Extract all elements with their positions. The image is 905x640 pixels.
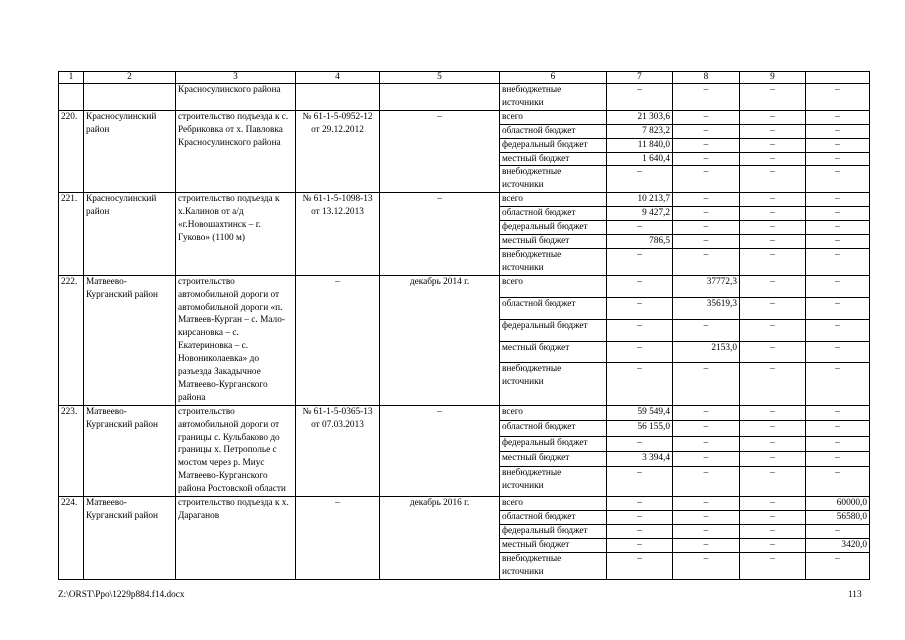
amount-cell: – [673,319,740,341]
amount-cell: – [673,152,740,166]
amount-cell: – [673,524,740,538]
amount-cell: 37772,3 [673,275,740,297]
funding-source: всего [500,110,607,124]
funding-source: внебюджетные источники [500,552,607,579]
funding-source: областной бюджет [500,207,607,221]
funding-source: всего [500,275,607,297]
amount-cell: 10 213,7 [607,193,673,207]
amount-cell: 60000,0 [806,497,870,511]
table-row [59,84,870,111]
amount-cell: – [806,341,870,363]
funding-source: внебюджетные источники [500,84,607,111]
amount-cell: 3420,0 [806,538,870,552]
object-description: строительство подъезда к х. Дараганов [176,497,296,579]
amount-cell: – [607,341,673,363]
column-number-5: 5 [380,72,500,84]
funding-source: внебюджетные источники [500,248,607,275]
amount-cell: – [607,497,673,511]
table-row [59,110,870,124]
amount-cell: – [607,319,673,341]
approval-document: – [296,497,380,579]
funding-source: федеральный бюджет [500,524,607,538]
amount-cell: – [673,436,740,451]
district: Красносулинский район [84,110,176,192]
funding-source: внебюджетные источники [500,363,607,405]
amount-cell: – [806,467,870,497]
amount-cell: – [673,124,740,138]
amount-cell: – [806,193,870,207]
amount-cell: – [740,524,806,538]
object-description: строительство автомобильной дороги от автомобильной дороги «п. Матвеев-Курган – с. Мало-кирсановка – с. Екатериновка – с. Новониколаевка» до разъезда Закадычное Матвеево-Курганского района [176,275,296,405]
completion-date: – [380,110,500,192]
column-number-9: 9 [740,72,806,84]
amount-cell: 3 394,4 [607,451,673,466]
amount-cell: 59 549,4 [607,405,673,420]
amount-cell: – [740,341,806,363]
amount-cell: – [806,152,870,166]
amount-cell: – [740,110,806,124]
amount-cell: – [607,275,673,297]
column-number-4: 4 [296,72,380,84]
amount-cell: – [806,234,870,248]
amount-cell: – [740,248,806,275]
district: Матвеево-Курганский район [84,275,176,405]
funding-source: областной бюджет [500,124,607,138]
amount-cell: – [806,166,870,193]
amount-cell: 1 640,4 [607,152,673,166]
record-number: 220. [59,110,84,192]
amount-cell: – [740,451,806,466]
amount-cell: – [607,511,673,525]
table-row [59,497,870,511]
amount-cell: – [607,84,673,111]
column-number-1: 1 [59,72,84,84]
district [84,84,176,111]
amount-cell: – [806,110,870,124]
funding-source: областной бюджет [500,297,607,319]
amount-cell: 56580,0 [806,511,870,525]
amount-cell: – [673,221,740,235]
amount-cell: 11 840,0 [607,138,673,152]
amount-cell: – [740,84,806,111]
amount-cell: – [673,511,740,525]
amount-cell: – [673,207,740,221]
approval-document: № 61-1-5-0365-13 от 07.03.2013 [296,405,380,496]
funding-source: местный бюджет [500,341,607,363]
district: Матвеево-Курганский район [84,497,176,579]
amount-cell: – [740,234,806,248]
district: Красносулинский район [84,193,176,275]
amount-cell: – [806,405,870,420]
record-number [59,84,84,111]
amount-cell: 7 823,2 [607,124,673,138]
column-number-6: 6 [500,72,607,84]
funding-source: всего [500,193,607,207]
funding-source: федеральный бюджет [500,138,607,152]
amount-cell: – [673,467,740,497]
funding-source: всего [500,497,607,511]
amount-cell: – [740,166,806,193]
amount-cell: – [673,363,740,405]
amount-cell: 786,5 [607,234,673,248]
amount-cell: – [806,207,870,221]
completion-date: декабрь 2016 г. [380,497,500,579]
amount-cell: – [806,248,870,275]
funding-source: всего [500,405,607,420]
amount-cell: – [673,405,740,420]
amount-cell: – [806,124,870,138]
amount-cell: – [740,152,806,166]
amount-cell: – [673,110,740,124]
amount-cell: – [673,497,740,511]
table-body [59,72,870,580]
amount-cell: – [607,297,673,319]
footer-page-number: 113 [848,590,862,600]
object-description: строительство подъезда к х.Калинов от а/д «г.Новошахтинск – г. Гуково» (1100 м) [176,193,296,275]
amount-cell: – [806,221,870,235]
funding-source: федеральный бюджет [500,221,607,235]
amount-cell: 2153,0 [673,341,740,363]
funding-source: областной бюджет [500,421,607,436]
amount-cell: – [806,552,870,579]
amount-cell: – [673,421,740,436]
amount-cell: – [806,84,870,111]
column-number-8: 8 [673,72,740,84]
amount-cell: – [607,524,673,538]
amount-cell: – [806,319,870,341]
table-row [59,193,870,207]
amount-cell: – [740,552,806,579]
funding-source: внебюджетные источники [500,467,607,497]
funding-source: местный бюджет [500,538,607,552]
amount-cell: – [673,552,740,579]
amount-cell: – [673,234,740,248]
amount-cell: 35619,3 [673,297,740,319]
completion-date: декабрь 2014 г. [380,275,500,405]
completion-date [380,84,500,111]
amount-cell: – [740,405,806,420]
amount-cell: – [607,221,673,235]
amount-cell: – [806,297,870,319]
amount-cell: – [806,451,870,466]
funding-source: местный бюджет [500,152,607,166]
district: Матвеево-Курганский район [84,405,176,496]
amount-cell: – [607,248,673,275]
amount-cell: 9 427,2 [607,207,673,221]
amount-cell: – [740,193,806,207]
amount-cell: – [740,538,806,552]
header-row [59,72,870,84]
amount-cell: – [673,138,740,152]
amount-cell: – [806,524,870,538]
approval-document [296,84,380,111]
amount-cell: – [740,138,806,152]
amount-cell: – [607,538,673,552]
amount-cell: – [740,124,806,138]
amount-cell: – [673,84,740,111]
amount-cell: – [740,275,806,297]
column-number-7: 7 [607,72,673,84]
object-description: Красносулинского района [176,84,296,111]
footer-file-path: Z:\ORST\Ppo\1229p884.f14.docx [58,590,185,600]
column-number-10 [806,72,870,84]
amount-cell: – [673,538,740,552]
completion-date: – [380,193,500,275]
amount-cell: – [806,363,870,405]
amount-cell: – [740,297,806,319]
budget-table [58,71,870,580]
amount-cell: – [806,436,870,451]
completion-date: – [380,405,500,496]
amount-cell: – [740,497,806,511]
amount-cell: – [806,421,870,436]
amount-cell: 56 155,0 [607,421,673,436]
amount-cell: – [740,363,806,405]
funding-source: местный бюджет [500,451,607,466]
funding-source: федеральный бюджет [500,319,607,341]
amount-cell: – [740,221,806,235]
column-number-2: 2 [84,72,176,84]
amount-cell: – [607,467,673,497]
amount-cell: – [740,207,806,221]
table-row [59,405,870,420]
amount-cell: – [673,451,740,466]
amount-cell: – [607,552,673,579]
approval-document: № 61-1-5-0952-12 от 29.12.2012 [296,110,380,192]
document-page [58,71,870,580]
amount-cell: – [740,421,806,436]
amount-cell: – [740,319,806,341]
amount-cell: – [607,363,673,405]
amount-cell: – [607,436,673,451]
amount-cell: – [673,193,740,207]
record-number: 224. [59,497,84,579]
column-number-3: 3 [176,72,296,84]
amount-cell: – [740,467,806,497]
amount-cell: – [607,166,673,193]
record-number: 222. [59,275,84,405]
amount-cell: 21 303,6 [607,110,673,124]
object-description: строительство подъезда к с. Ребриковка от х. Павловка Красносулинского района [176,110,296,192]
record-number: 223. [59,405,84,496]
amount-cell: – [673,166,740,193]
funding-source: местный бюджет [500,234,607,248]
funding-source: федеральный бюджет [500,436,607,451]
funding-source: областной бюджет [500,511,607,525]
amount-cell: – [673,248,740,275]
record-number: 221. [59,193,84,275]
funding-source: внебюджетные источники [500,166,607,193]
approval-document: № 61-1-5-1098-13 от 13.12.2013 [296,193,380,275]
amount-cell: – [740,511,806,525]
amount-cell: – [740,436,806,451]
table-row [59,275,870,297]
object-description: строительство автомобильной дороги от границы с. Кульбаково до границы х. Петрополье с мостом через р. Миус Матвеево-Курганского района Ростовской области [176,405,296,496]
amount-cell: – [806,275,870,297]
amount-cell: – [806,138,870,152]
approval-document: – [296,275,380,405]
